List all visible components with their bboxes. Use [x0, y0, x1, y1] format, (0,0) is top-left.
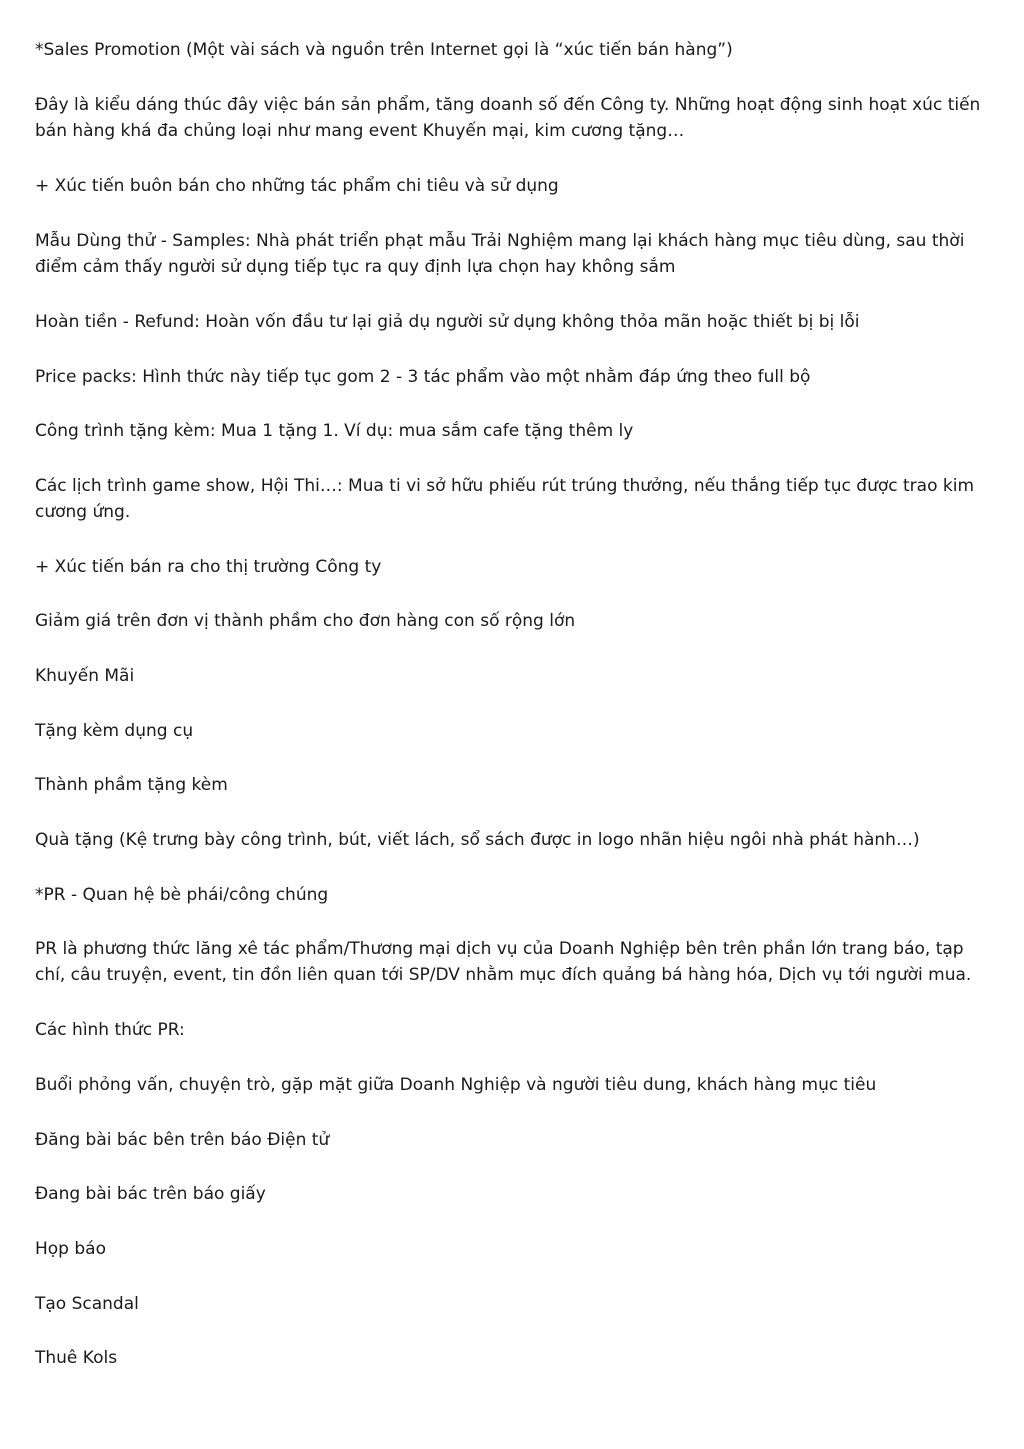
list-item-samples: Mẫu Dùng thử - Samples: Nhà phát triển phạt mẫu Trải Nghiệm mang lại khách hàng mục tiêu dùng, sau thời điểm cảm thấy người sử dụng tiếp tục ra quy định lựa chọn hay không sắm: [35, 231, 965, 277]
paragraph-sales-promotion-definition: Đây là kiểu dáng thúc đây việc bán sản phẩm, tăng doanh số đến Công ty. Những hoạt động sinh hoạt xúc tiến bán hàng khá đa chủng loại như mang event Khuyến mại, kim cương tặng…: [35, 95, 981, 141]
list-item-press-conference: Họp báo: [35, 1239, 106, 1259]
list-item-gifts: Quà tặng (Kệ trưng bày công trình, bút, viết lách, sổ sách được in logo nhãn hiệu ngôi nhà phát hành…): [35, 830, 920, 850]
list-item-promotion: Khuyến Mãi: [35, 666, 135, 686]
list-item-free-tools: Tặng kèm dụng cụ: [35, 721, 194, 741]
heading-pr: *PR - Quan hệ bè phái/công chúng: [35, 885, 329, 905]
list-item-print-articles: Đang bài bác trên báo giấy: [35, 1184, 266, 1204]
subheading-consumer-promotion: + Xúc tiến buôn bán cho những tác phẩm chi tiêu và sử dụng: [35, 176, 559, 196]
list-item-price-packs: Price packs: Hình thức này tiếp tục gom 2 - 3 tác phẩm vào một nhằm đáp ứng theo full bộ: [35, 367, 811, 387]
list-item-online-articles: Đăng bài bác bên trên báo Điện tử: [35, 1130, 330, 1150]
list-item-game-shows: Các lịch trình game show, Hội Thi…: Mua ti vi sở hữu phiếu rút trúng thưởng, nếu thắng tiếp tục được trao kim cương ứng.: [35, 476, 975, 522]
list-item-refund: Hoàn tiền - Refund: Hoàn vốn đầu tư lại giả dụ người sử dụng không thỏa mãn hoặc thiết bị bị lỗi: [35, 312, 860, 332]
list-item-interviews: Buổi phỏng vấn, chuyện trò, gặp mặt giữa Doanh Nghiệp và người tiêu dung, khách hàng mục tiêu: [35, 1075, 877, 1095]
subheading-pr-forms: Các hình thức PR:: [35, 1020, 185, 1040]
list-item-kols: Thuê Kols: [35, 1348, 118, 1368]
heading-sales-promotion: *Sales Promotion (Một vài sách và nguồn trên Internet gọi là “xúc tiến bán hàng”): [35, 40, 733, 60]
list-item-free-products: Thành phầm tặng kèm: [35, 775, 228, 795]
list-item-volume-discount: Giảm giá trên đơn vị thành phầm cho đơn hàng con số rộng lớn: [35, 611, 576, 631]
paragraph-pr-definition: PR là phương thức lăng xê tác phẩm/Thương mại dịch vụ của Doanh Nghiệp bên trên phần lớn trang báo, tạp chí, câu truyện, event, tin đồn liên quan tới SP/DV nhằm mục đích quảng bá hàng hóa, Dịch vụ tới người mua.: [35, 939, 972, 985]
subheading-trade-promotion: + Xúc tiến bán ra cho thị trường Công ty: [35, 557, 382, 577]
list-item-scandal: Tạo Scandal: [35, 1294, 139, 1314]
list-item-gift-bundle: Công trình tặng kèm: Mua 1 tặng 1. Ví dụ: mua sắm cafe tặng thêm ly: [35, 421, 634, 441]
